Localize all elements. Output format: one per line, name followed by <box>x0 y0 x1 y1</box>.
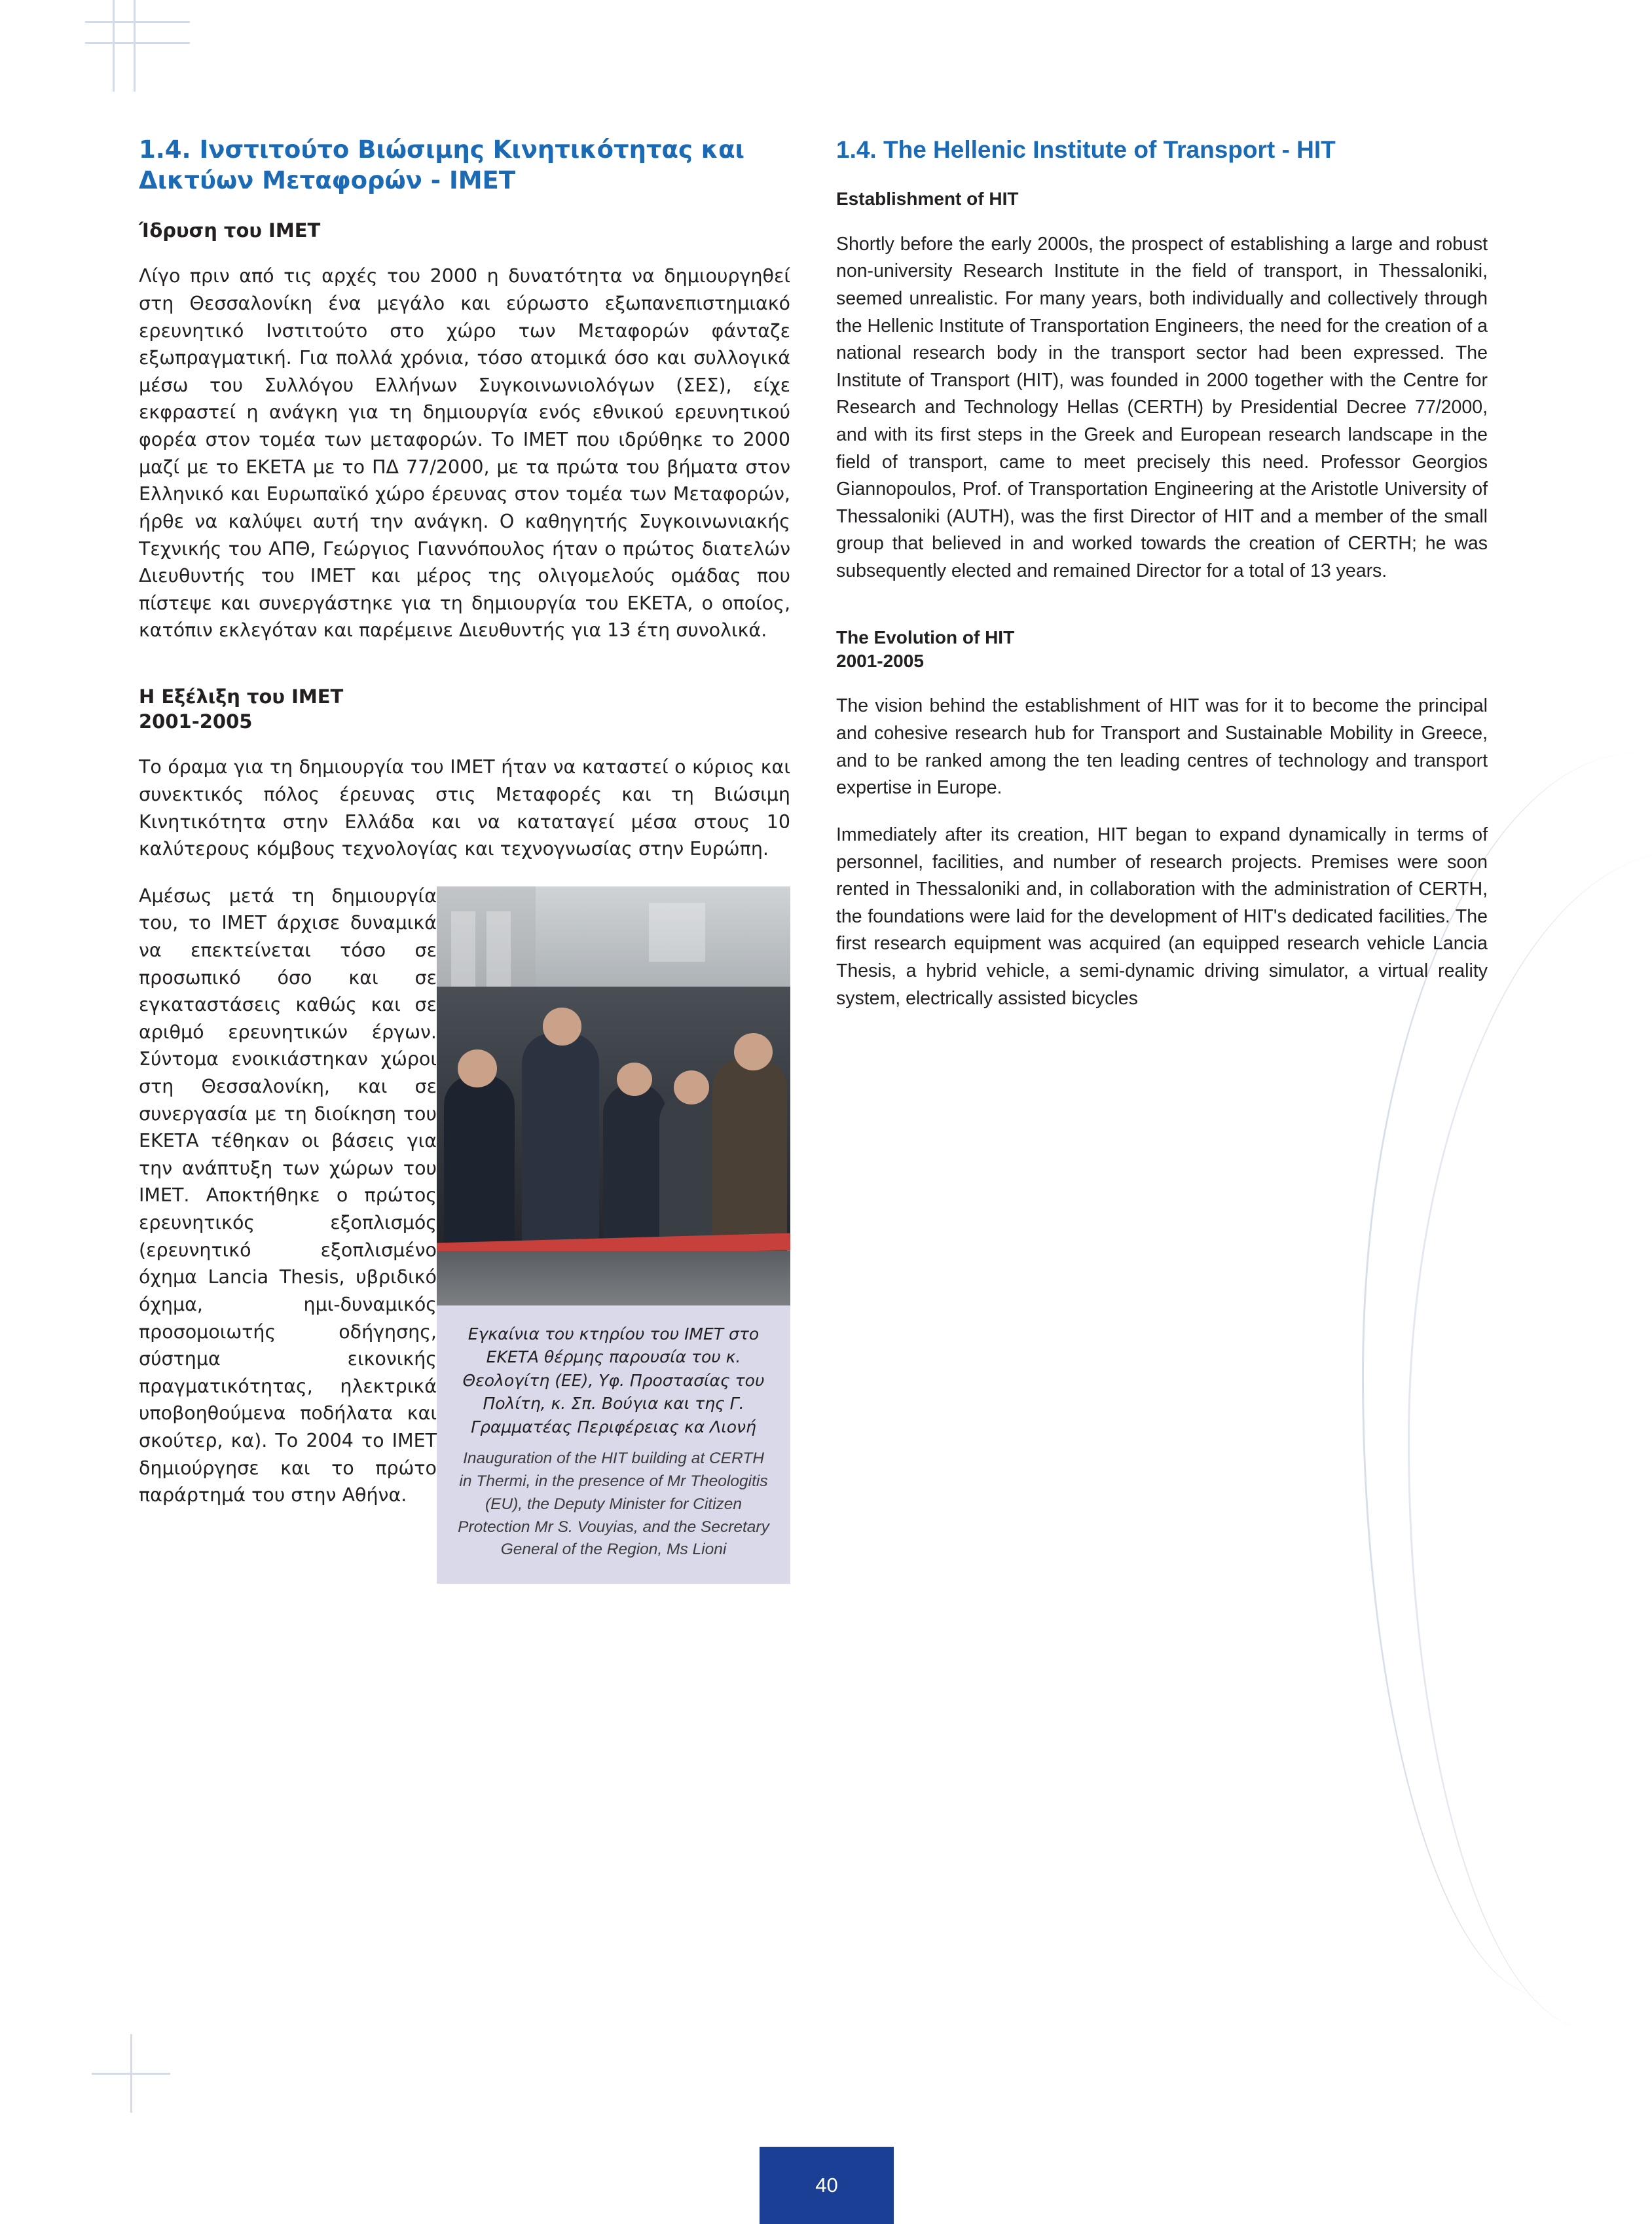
figure-inauguration <box>437 886 790 1584</box>
section-title-english: 1.4. The Hellenic Institute of Transport - HIT <box>836 136 1336 163</box>
subheading-establishment-english: Establishment of HIT <box>836 189 1019 210</box>
paragraph-vision-greek: Το όραμα για τη δημιουργία του ΙΜΕΤ ήταν να καταστεί ο κύριος και συνεκτικός πόλος έρευνας στις Μεταφορές και τη Βιώσιμη Κινητικότητα στην Ελλάδα και να καταταγεί μέσα στους 10 καλύτερους κόμβους τεχνολογίας και τεχνογνωσίας στην Ευρώπη. <box>139 756 790 860</box>
figure-caption <box>437 1305 790 1584</box>
decorative-corner-bottom-left <box>92 2034 170 2113</box>
subheading-evolution-english <box>836 626 1488 674</box>
figure-caption-greek: Εγκαίνια του κτηρίου του ΙΜΕΤ στο ΕΚΕΤΑ θέρμης παρουσία του κ. Θεολογίτη (ΕΕ), Υφ. Προστασίας του Πολίτη, κ. Σπ. Βούγια και της Γ. Γραμματέας Περιφέρειας κα Λιονή <box>462 1324 765 1436</box>
paragraph-expansion-english: Immediately after its creation, HIT began to expand dynamically in terms of personnel, facilities, and number of research projects. Premises were soon rented in Thessaloniki and, in collaboration with the administration of CERTH, the foundations were laid for the development of HIT's dedicated facilities. The first research equipment was acquired (an equipped research vehicle Lancia Thesis, a hybrid vehicle, a semi-dynamic driving simulator, a virtual reality system, electrically assisted bicycles <box>836 824 1488 1009</box>
paragraph-expansion-greek: Αμέσως μετά τη δημιουργία του, το ΙΜΕΤ άρχισε δυναμικά να επεκτείνεται τόσο σε προσωπικό όσο και σε εγκαταστάσεις καθώς και σε αριθμό ερευνητικών έργων. Σύντομα ενοικιάστηκαν χώροι στη Θεσσαλονίκη, και σε συνεργασία με τη διοίκηση του ΕΚΕΤΑ τέθηκαν οι βάσεις για την ανάπτυξη των χώρων του ΙΜΕΤ. Αποκτήθηκε ο πρώτος ερευνητικός εξοπλισμός (ερευνητικό εξοπλισμένο όχημα Lancia Thesis, υβριδικό όχημα, ημι-δυναμικός προσομοιωτής οδήγησης, σύστημα εικονικής πραγματικότητας, ηλεκτρικά υποβοηθούμενα ποδήλατα και σκούτερ, κα). Το 2004 το ΙΜΕΤ δημιούργησε και το πρώτο παράρτημά του στην Αθήνα. <box>139 884 437 1506</box>
decorative-corner-top-left <box>85 0 190 92</box>
subheading-evolution-english-years: 2001-2005 <box>836 651 924 672</box>
footer-bar <box>760 2147 894 2224</box>
subheading-evolution-english-line1: The Evolution of HIT <box>836 627 1015 647</box>
column-english <box>836 134 1488 1584</box>
column-greek <box>139 134 790 1584</box>
two-column-layout <box>139 134 1488 1584</box>
photo-inauguration <box>437 886 790 1305</box>
subheading-evolution-greek-years: 2001-2005 <box>139 710 253 733</box>
subheading-evolution-greek <box>139 685 790 734</box>
paragraph-vision-english: The vision behind the establishment of HIT was for it to become the principal and cohesive research hub for Transport and Sustainable Mobility in Greece, and to be ranked among the ten leading centres of technology and transport expertise in Europe. <box>836 695 1488 799</box>
subheading-evolution-greek-line1: Η Εξέλιξη του ΙΜΕΤ <box>139 685 344 708</box>
figure-caption-english: Inauguration of the HIT building at CERTH in Thermi, in the presence of Mr Theologitis (EU), the Deputy Minister for Citizen Protection Mr S. Vouyias, and the Secretary General of the Region, Ms Lioni <box>458 1449 769 1559</box>
section-title-greek: 1.4. Ινστιτούτο Βιώσιμης Κινητικότητας και Δικτύων Μεταφορών - ΙΜΕΤ <box>139 136 744 195</box>
page-number: 40 <box>815 2174 838 2197</box>
paragraph-establishment-english: Shortly before the early 2000s, the prospect of establishing a large and robust non-university Research Institute in the field of transport, in Thessaloniki, seemed unrealistic. For many years, both individually and collectively through the Hellenic Institute of Transportation Engineers, the need for the creation of a national research body in the transport sector had been expressed. The Institute of Transport (HIT), was founded in 2000 together with the Centre for Research and Technology Hellas (CERTH) by Presidential Decree 77/2000, and with its first steps in the Greek and European research landscape in the field of transport, came to meet precisely this need. Professor Georgios Giannopoulos, Prof. of Transportation Engineering at the Aristotle University of Thessaloniki (AUTH), was the first Director of HIT and a member of the small group that believed in and worked towards the creation of CERTH; he was subsequently elected and remained Director for a total of 13 years. <box>836 233 1488 582</box>
paragraph-establishment-greek: Λίγο πριν από τις αρχές του 2000 η δυνατότητα να δημιουργηθεί στη Θεσσαλονίκη ένα μεγάλο και εύρωστο εξωπανεπιστημιακό ερευνητικό Ινστιτούτο στο χώρο των Μεταφορών φάνταζε εξωπραγματική. Για πολλά χρόνια, τόσο ατομικά όσο και συλλογικά μέσω του Συλλόγου Ελλήνων Συγκοινωνιολόγων (ΣΕΣ), είχε εκφραστεί η ανάγκη για τη δημιουργία ενός εθνικού ερευνητικού φορέα στον τομέα των μεταφορών. Το ΙΜΕΤ που ιδρύθηκε το 2000 μαζί με το ΕΚΕΤΑ με το ΠΔ 77/2000, με τα πρώτα του βήματα στον Ελληνικό και Ευρωπαϊκό χώρο έρευνας στον τομέα των Μεταφορών, ήρθε να καλύψει αυτή την ανάγκη. Ο καθηγητής Συγκοινωνιακής Τεχνικής του ΑΠΘ, Γεώργιος Γιαννόπουλος ήταν ο πρώτος διατελών Διευθυντής του ΙΜΕΤ και μέρος της ολιγομελούς ομάδας που πίστεψε και συνεργάστηκε για τη δημιουργία του ΕΚΕΤΑ, ο οποίος, κατόπιν εκλεγόταν και παρέμεινε Διευθυντής για 13 έτη συνολικά. <box>139 265 790 642</box>
subheading-establishment-greek: Ίδρυση του ΙΜΕΤ <box>139 219 321 242</box>
